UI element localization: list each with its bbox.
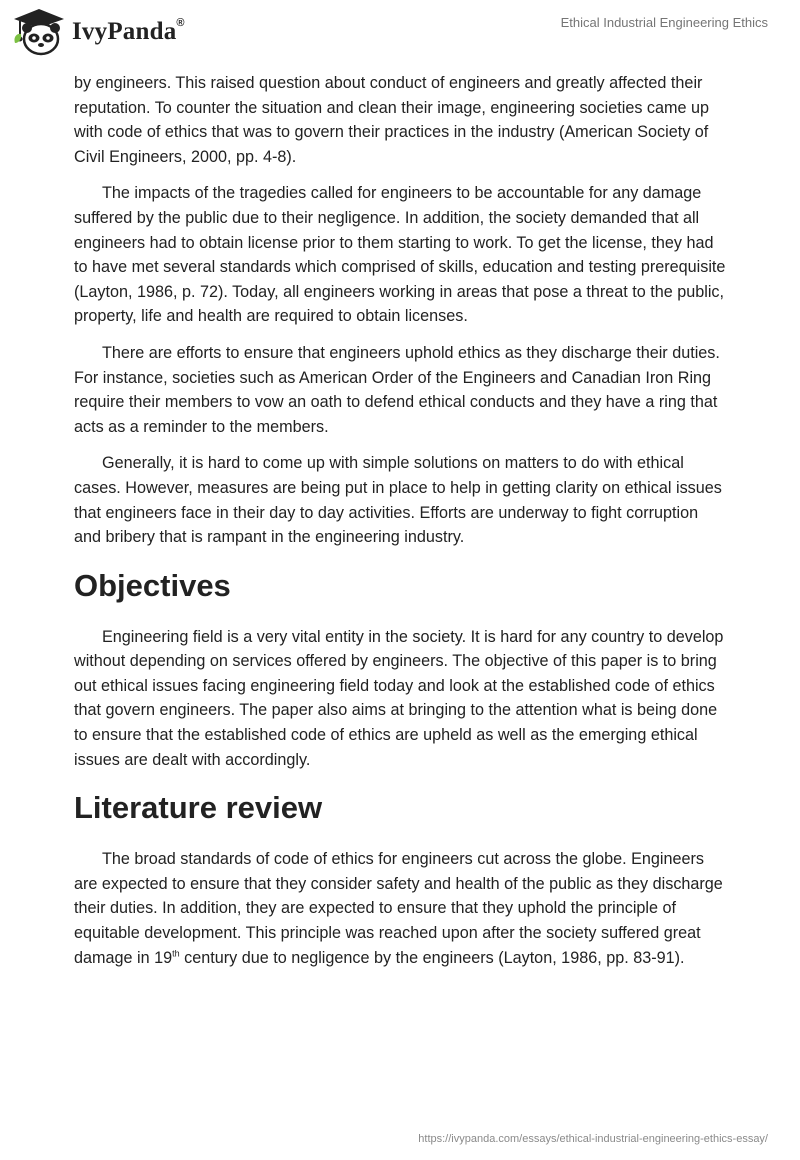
paragraph-6: The broad standards of code of ethics for engineers cut across the globe. Engineers are expected to ensure that they consider safety and health of the public as they discharge their duties. In addition, they are expected to ensure that they uphold the principle of equitable development. This principle was reached upon after the society suffered great damage in 19th century due to negligence by the engineers (Layton, 1986, pp. 83-91). xyxy=(74,850,723,967)
page-header xyxy=(0,0,800,70)
paragraph-3: There are efforts to ensure that engineers uphold ethics as they discharge their duties. For instance, societies such as American Order of the Engineers and Canadian Iron Ring require their members to vow an oath to defend ethical conducts and they have a ring that acts as a reminder to the members. xyxy=(74,343,720,436)
essay-content xyxy=(74,71,726,982)
heading-objectives: Objectives xyxy=(74,567,231,603)
heading-literature-review: Literature review xyxy=(74,790,323,826)
paragraph-1: by engineers. This raised question about conduct of engineers and greatly affected their reputation. To counter the situation and clean their image, engineering societies came up with code of ethics that was to govern their practices in the industry (American Society of Civil Engineers, 2000, pp. 4-8). xyxy=(74,74,710,166)
paragraph-2: The impacts of the tragedies called for engineers to be accountable for any damage suffered by the public due to their negligence. In addition, the society demanded that all engineers had to obtain license prior to them starting to work. To get the license, they had to have met several standards which comprised of skills, education and testing prerequisite (Layton, 1986, p. 72). Today, all engineers working in areas that pose a threat to the public, property, life and health are required to obtain licenses. xyxy=(74,184,726,326)
ivypanda-logo[interactable] xyxy=(12,7,185,57)
document-title: Ethical Industrial Engineering Ethics xyxy=(560,15,768,30)
paragraph-5: Engineering field is a very vital entity in the society. It is hard for any country to develop without depending on services offered by engineers. The objective of this paper is to bring out ethical issues facing engineering field today and look at the established code of ethics that govern engineers. The paper also aims at bringing to the attention what is being done to ensure that the established code of ethics are upheld as well as the emerging ethical issues are dealt with accordingly. xyxy=(74,627,724,769)
source-url[interactable]: https://ivypanda.com/essays/ethical-industrial-engineering-ethics-essay/ xyxy=(418,1133,768,1145)
panda-mascot-icon xyxy=(12,7,66,57)
paragraph-4: Generally, it is hard to come up with simple solutions on matters to do with ethical cases. However, measures are being put in place to help in getting clarity on ethical issues that engineers face in their day to day activities. Efforts are underway to fight corruption and bribery that is rampant in the engineering industry. xyxy=(74,454,722,547)
brand-name: IvyPanda® xyxy=(72,16,185,45)
